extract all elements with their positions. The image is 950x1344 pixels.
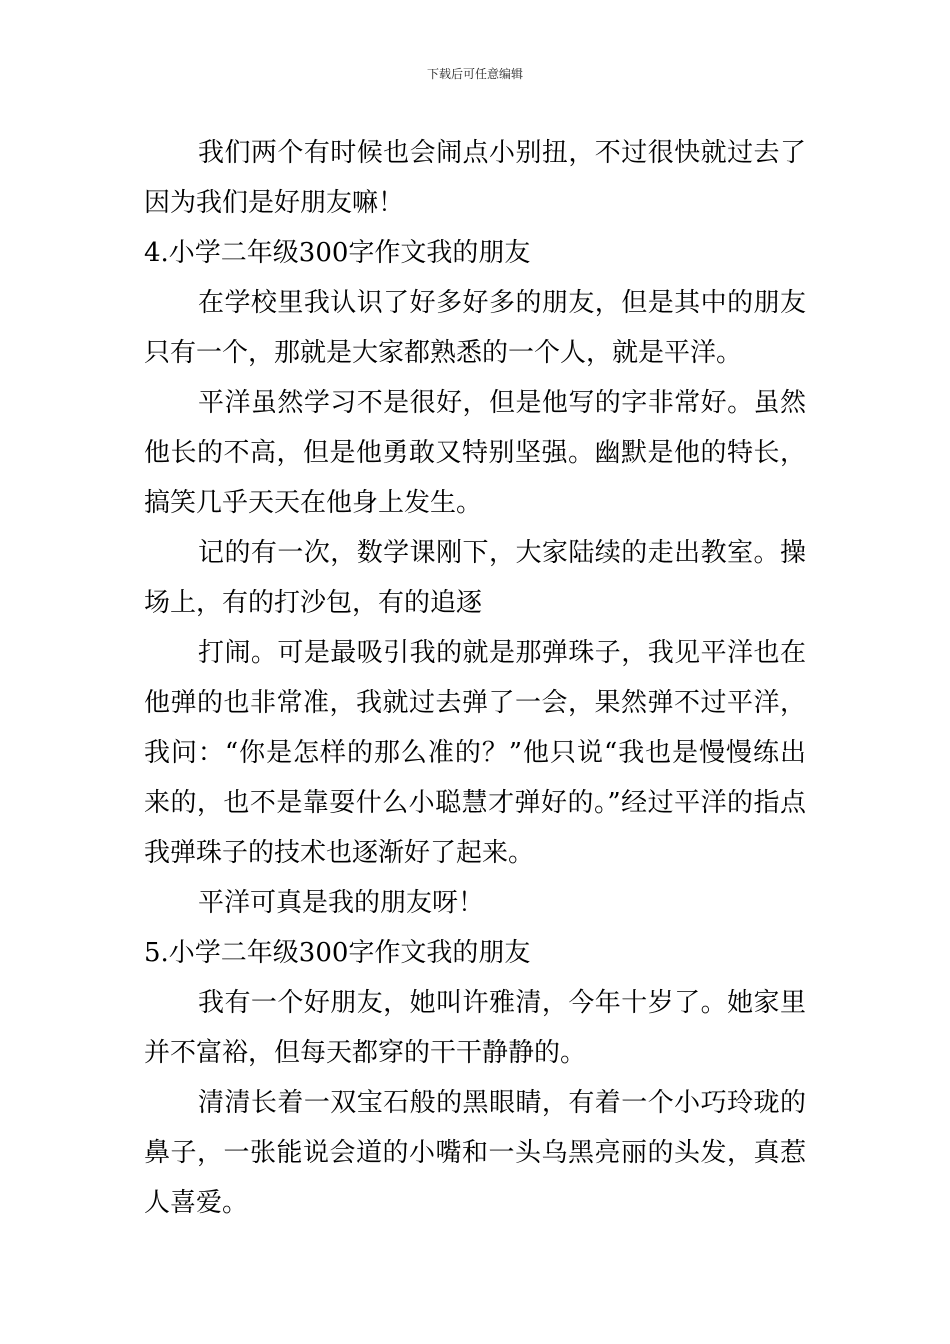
- document-body: [144, 128, 806, 1228]
- page-header-note: 下载后可任意编辑: [426, 67, 523, 81]
- section-heading-4: 4.小学二年级300字作文我的朋友: [144, 238, 531, 268]
- section-heading-5: 5.小学二年级300字作文我的朋友: [144, 938, 531, 968]
- paragraph-8: 清清长着一双宝石般的黑眼睛，有着一个小巧玲珑的鼻子，一张能说会道的小嘴和一头乌黑亮丽的头发，真惹人喜爱。: [144, 1088, 806, 1218]
- paragraph-1: 我们两个有时候也会闹点小别扭，不过很快就过去了因为我们是好朋友嘛！: [144, 138, 806, 218]
- paragraph-4: 记的有一次，数学课刚下，大家陆续的走出教室。操场上，有的打沙包，有的追逐: [144, 538, 806, 618]
- paragraph-6: 平洋可真是我的朋友呀！: [198, 888, 485, 918]
- paragraph-3: 平洋虽然学习不是很好，但是他写的字非常好。虽然他长的不高，但是他勇敢又特别坚强。幽默是他的特长，搞笑几乎天天在他身上发生。: [144, 388, 806, 518]
- paragraph-7: 我有一个好朋友，她叫许雅清，今年十岁了。她家里并不富裕，但每天都穿的干干静静的。: [144, 988, 806, 1068]
- paragraph-2: 在学校里我认识了好多好多的朋友，但是其中的朋友只有一个，那就是大家都熟悉的一个人，就是平洋。: [144, 288, 806, 368]
- paragraph-5: 打闹。可是最吸引我的就是那弹珠子，我见平洋也在他弹的也非常准，我就过去弹了一会，果然弹不过平洋，我问：“你是怎样的那么准的？”他只说“我也是慢慢练出来的，也不是靠耍什么小聪慧才弹好的。”经过平洋的指点我弹珠子的技术也逐渐好了起来。: [144, 638, 806, 868]
